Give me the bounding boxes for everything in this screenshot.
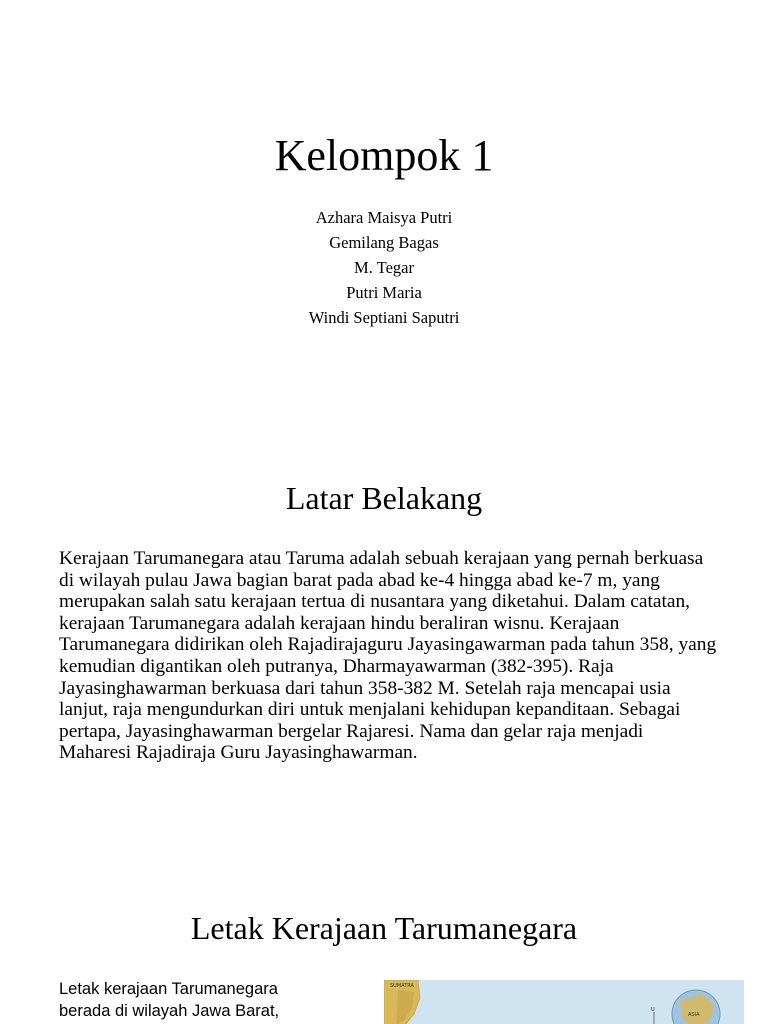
slide-location bbox=[0, 864, 768, 1024]
slide-2-title: Latar Belakang bbox=[285, 480, 483, 516]
map-graphic bbox=[384, 980, 744, 1024]
member-name: Azhara Maisya Putri bbox=[315, 208, 453, 227]
location-paragraph: Letak kerajaan Tarumanegara berada di wilayah Jawa Barat, bbox=[59, 980, 280, 1020]
slide-title bbox=[0, 0, 768, 432]
slide-1-title: Kelompok 1 bbox=[274, 131, 494, 180]
member-name: Windi Septiani Saputri bbox=[308, 308, 460, 327]
member-name: Gemilang Bagas bbox=[329, 233, 439, 252]
member-list bbox=[0, 205, 768, 330]
map-label-u: U bbox=[651, 1007, 655, 1013]
member-name: Putri Maria bbox=[346, 283, 422, 302]
background-paragraph: Kerajaan Tarumanegara atau Taruma adalah sebuah kerajaan yang pernah berkuasa di wilayah pulau Jawa bagian barat pada abad ke-4 hingga abad ke-7 m, yang merupakan salah satu kerajaan tertua di nusantara yang diketahui. Dalam catatan, kerajaan Tarumanegara adalah kerajaan hindu beraliran wisnu. Kerajaan Tarumanegara didirikan oleh Rajadirajaguru Jayasingawarman pada tahun 358, yang kemudian digantikan oleh putranya, Dharmayawarman (382-395). Raja Jayasinghawarman berkuasa dari tahun 358-382 M. Setelah raja mencapai usia lanjut, raja mengundurkan diri untuk menjalani kehidupan kepanditaan. Sebagai pertapa, Jayasinghawarman bergelar Rajaresi. Nama dan gelar raja menjadi Maharesi Rajadiraja Guru Jayasinghawarman. bbox=[59, 548, 717, 764]
location-map bbox=[384, 980, 744, 1024]
map-label-sumatra: SUMATRA bbox=[390, 983, 414, 989]
slide-3-title: Letak Kerajaan Tarumanegara bbox=[190, 910, 578, 946]
member-name: M. Tegar bbox=[354, 258, 414, 277]
map-label-asia: ASIA bbox=[688, 1012, 700, 1018]
slide-background bbox=[0, 432, 768, 864]
